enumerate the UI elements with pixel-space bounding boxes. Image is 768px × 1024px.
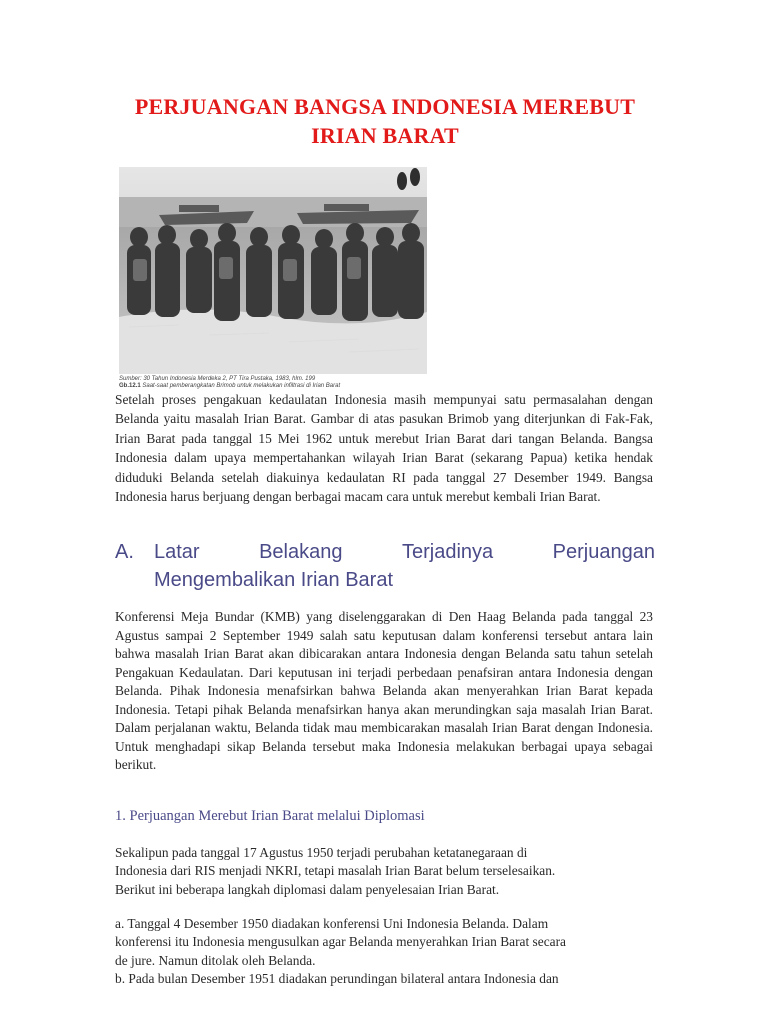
section-a-word: Terjadinya (402, 541, 494, 563)
caption-figure-label: Gb.12.1 (119, 383, 141, 389)
list-item: de jure. Namun ditolak oleh Belanda. (115, 952, 316, 968)
title-line-2: IRIAN BARAT (311, 123, 459, 148)
caption-figure-text: Saat-saat pemberangkatan Brimob untuk melakukan infiltrasi di Irian Barat (142, 383, 341, 389)
title-line-1: PERJUANGAN BANGSA INDONESIA MEREBUT (134, 94, 636, 119)
subsection-1-heading: 1. Perjuangan Merebut Irian Barat melalui Diplomasi (115, 808, 425, 824)
photo-caption (119, 376, 439, 390)
brimob-photo (119, 167, 427, 374)
section-a-line-2: Mengembalikan Irian Barat (154, 569, 394, 591)
list-item: konferensi itu Indonesia mengusulkan agar Belanda menyerahkan Irian Barat secara (115, 934, 567, 950)
section-a-word: Belakang (259, 541, 343, 563)
section-a-word: Latar (154, 541, 200, 563)
list-item: a. Tanggal 4 Desember 1950 diadakan konferensi Uni Indonesia Belanda. Dalam (115, 916, 549, 931)
diplomasi-line: Berikut ini beberapa langkah diplomasi dalam penyelesaian Irian Barat. (115, 881, 500, 897)
intro-paragraph: Setelah proses pengakuan kedaulatan Indonesia masih mempunyai satu permasalahan dengan Belanda yaitu masalah Irian Barat. Gambar di atas pasukan Brimob yang diterjunkan di Fak-Fak, Irian Barat pada tanggal 15 Mei 1962 untuk merebut Irian Barat dari tangan Belanda. Bangsa Indonesia dalam upaya mempertahankan wilayah Irian Barat (sekarang Papua) ketika hendak diduduki Belanda setelah diakuinya kedaulatan RI pada tanggal 27 Desember 1949. Bangsa Indonesia harus berjuang dengan berbagai macam cara untuk merebut kembali Irian Barat. (115, 392, 653, 505)
page-title (100, 92, 670, 150)
diplomasi-list (115, 915, 655, 988)
diplomasi-line: Sekalipun pada tanggal 17 Agustus 1950 terjadi perubahan ketatanegaraan di (115, 845, 528, 860)
caption-source: Sumber: 30 Tahun Indonesia Merdeka 2, PT Tira Pustaka, 1983, hlm. 199 (119, 376, 316, 382)
diplomasi-paragraph (115, 844, 655, 899)
caption-figure (119, 383, 439, 390)
section-a-paragraph: Konferensi Meja Bundar (KMB) yang diselenggarakan di Den Haag Belanda pada tanggal 23 Agustus sampai 2 September 1949 salah satu keputusan dalam konferensi tersebut antara lain bahwa masalah Irian Barat akan dibicarakan antara Indonesia dengan Belanda satu tahun setelah Pengakuan Kedaulatan. Dari keputusan ini terjadi perbedaan penafsiran antara Indonesia dengan Belanda. Pihak Indonesia menafsirkan bahwa Belanda akan menyerahkan Irian Barat kepada Indonesia. Tetapi pihak Belanda menafsirkan hanya akan merundingkan saja masalah Irian Barat. Dalam perjalanan waktu, Belanda tidak mau membicarakan masalah Irian Barat dengan Indonesia. Untuk menghadapi sikap Belanda tersebut maka Indonesia melakukan berbagai upaya sebagai berikut. (115, 609, 653, 772)
diplomasi-line: Indonesia dari RIS menjadi NKRI, tetapi masalah Irian Barat belum terselesaikan. (115, 863, 556, 879)
section-a-line-1 (154, 538, 655, 566)
section-a-word: Perjuangan (552, 541, 655, 563)
list-item: b. Pada bulan Desember 1951 diadakan perundingan bilateral antara Indonesia dan (115, 970, 559, 986)
section-a-letter: A. (115, 541, 134, 563)
